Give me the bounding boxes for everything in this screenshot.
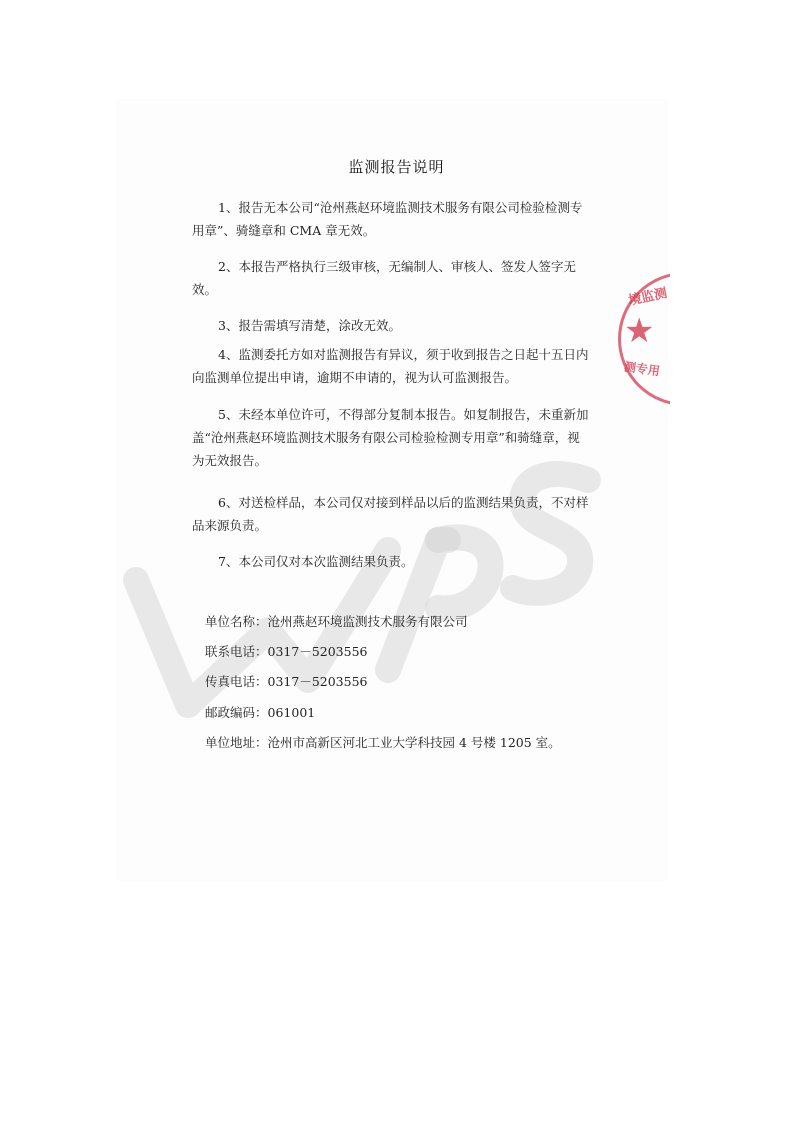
address-label: 单位地址： — [205, 735, 268, 750]
notice-paragraph-6: 6、对送检样品，本公司仅对接到样品以后的监测结果负责，不对样品来源负责。 — [192, 495, 589, 533]
postal-code-label: 邮政编码： — [205, 705, 268, 720]
address-value: 沧州市高新区河北工业大学科技园 4 号楼 1205 室。 — [267, 735, 561, 750]
company-name-row — [205, 613, 468, 631]
address-row — [205, 734, 561, 752]
postal-code-row — [205, 704, 315, 722]
star-icon: ★ — [624, 311, 655, 351]
page-title: 监测报告说明 — [348, 158, 445, 176]
notice-paragraph-1: 1、报告无本公司“沧州燕赵环境监测技术服务有限公司检验检测专用章”、骑缝章和 CMA 章无效。 — [192, 200, 583, 238]
phone-value: 0317－5203556 — [267, 644, 368, 659]
notice-paragraph-4: 4、监测委托方如对监测报告有异议，须于收到报告之日起十五日内向监测单位提出申请，逾期不申请的，视为认可监测报告。 — [192, 347, 589, 385]
seal-top-text: 境监测 — [627, 286, 669, 309]
fax-value: 0317－5203556 — [267, 674, 368, 689]
notice-paragraph-7: 7、本公司仅对本次监测结果负责。 — [218, 554, 414, 569]
fax-label: 传真电话： — [205, 674, 268, 689]
postal-code-value: 061001 — [267, 705, 316, 720]
company-name-value: 沧州燕赵环境监测技术服务有限公司 — [267, 614, 468, 629]
red-seal-stamp — [614, 272, 670, 412]
notice-paragraph-2: 2、本报告严格执行三级审核，无编制人、审核人、签发人签字无效。 — [192, 259, 576, 297]
fax-row — [205, 673, 368, 691]
notice-paragraph-5: 5、未经本单位许可，不得部分复制本报告。如复制报告，未重新加盖“沧州燕赵环境监测技术服务有限公司检验检测专用章”和骑缝章，视为无效报告。 — [192, 407, 589, 468]
company-name-label: 单位名称： — [205, 614, 268, 629]
seal-bottom-text: 测专用 — [623, 359, 661, 379]
notice-paragraph-3: 3、报告需填写清楚，涂改无效。 — [218, 318, 401, 333]
phone-label: 联系电话： — [205, 644, 268, 659]
phone-row — [205, 643, 368, 661]
